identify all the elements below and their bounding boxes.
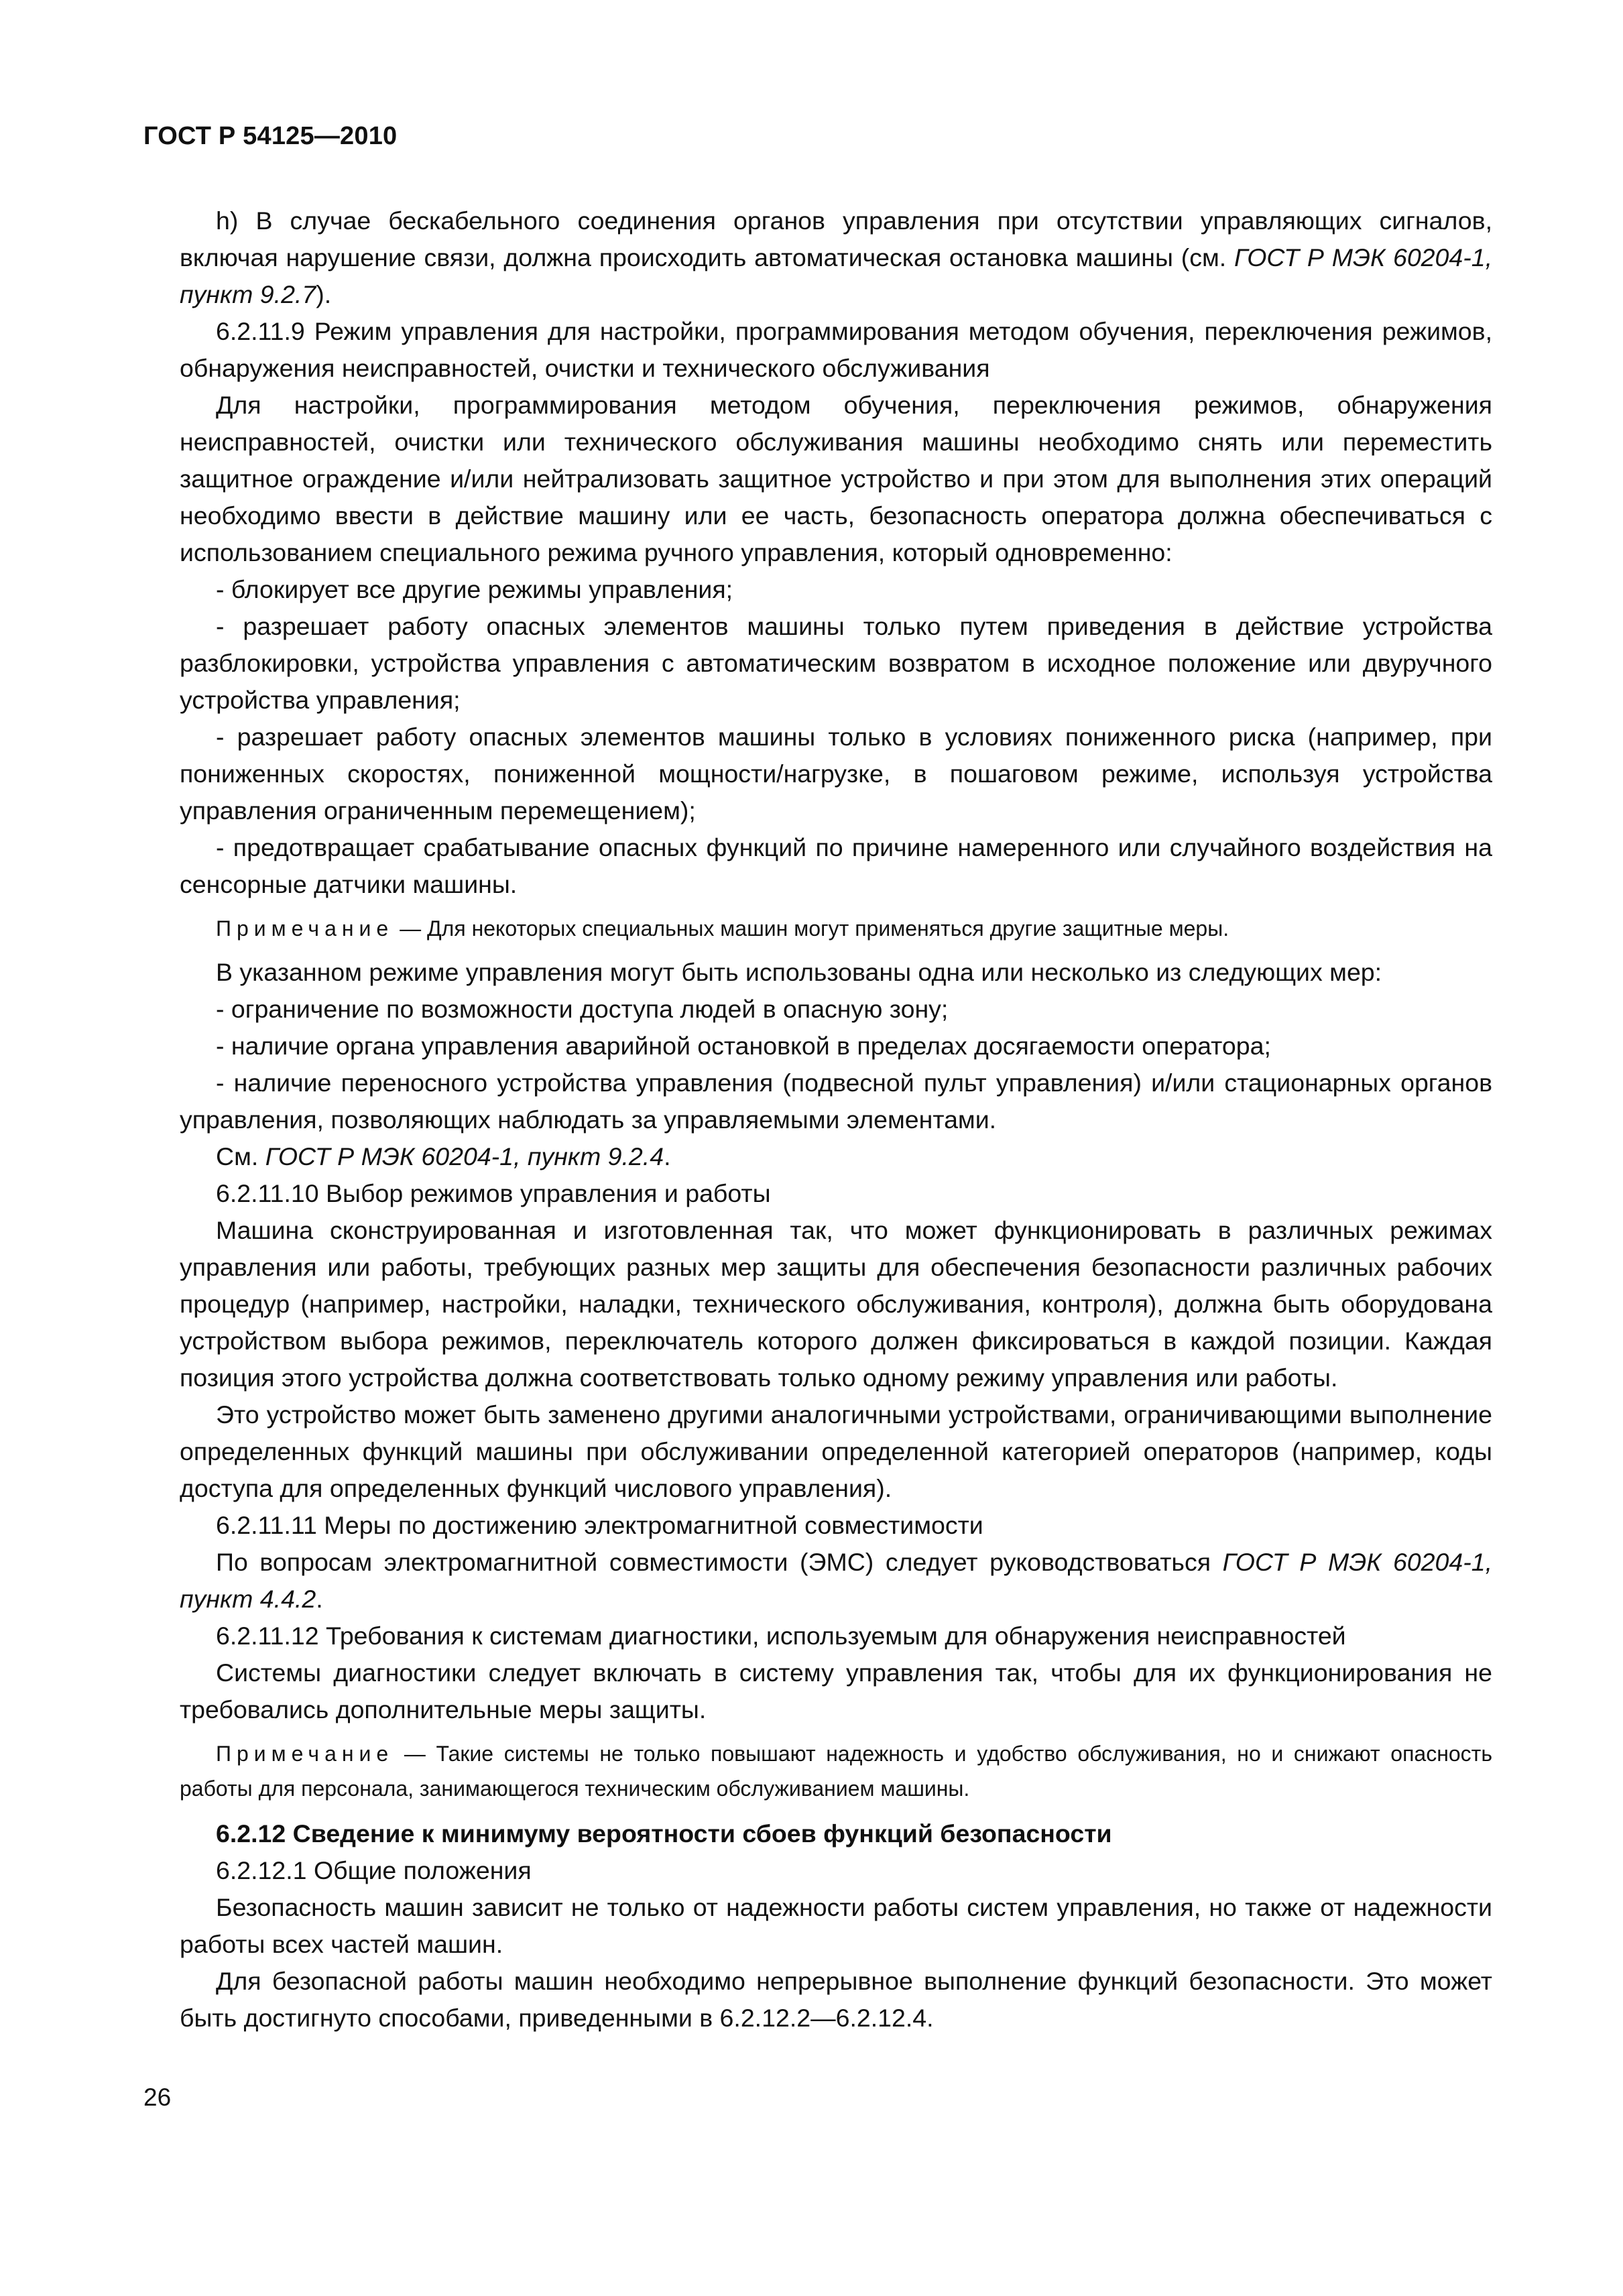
list-item: - предотвращает срабатывание опасных функций по причине намеренного или случайного воздействия на сенсорные датчики машины.	[180, 833, 1492, 898]
reference-link: ГОСТ Р МЭК 60204-1, пункт 4.4.2	[180, 1548, 1492, 1613]
section-6-2-12-heading: 6.2.12 Сведение к минимуму вероятности сбоев функций безопасности	[216, 1819, 1112, 1848]
paragraph-mode-selection: Машина сконструированная и изготовленная так, что может функционировать в различных режимах управления или работы, требующих разных мер защиты для обеспечения безопасности различных рабочих процедур (например, настройки, наладки, технического обслуживания, контроля), должна быть оборудована устройством выбора режимов, переключатель которого должен фиксироваться в каждой позиции. Каждая позиция этого устройства должна соответствовать только одному режиму управления или работы.	[180, 1216, 1492, 1392]
reference-link: ГОСТ Р МЭК 60204-1, пункт 9.2.4	[265, 1142, 664, 1170]
reference-link: ГОСТ Р МЭК 60204-1, пункт 9.2.7	[180, 243, 1493, 308]
list-item: - блокирует все другие режимы управления;	[216, 575, 733, 603]
list-item: - наличие органа управления аварийной остановкой в пределах досягаемости оператора;	[216, 1032, 1271, 1060]
note-1	[180, 911, 1492, 946]
paragraph-h	[180, 202, 1492, 313]
list-item: - разрешает работу опасных элементов машины только в условиях пониженного риска (например, при пониженных скоростях, пониженной мощности/нагрузке, в пошаговом режиме, используя устройства управления ограниченным перемещением);	[180, 723, 1492, 825]
note-label: Примечание	[216, 1742, 394, 1766]
document-body	[180, 202, 1492, 2037]
paragraph-continuous-safety: Для безопасной работы машин необходимо непрерывное выполнение функций безопасности. Это может быть достигнуто способами, приведенными в 6.2.12.2—6.2.12.4.	[180, 1967, 1492, 2032]
note-text: — Для некоторых специальных машин могут применяться другие защитные меры.	[394, 916, 1229, 941]
paragraph-diagnostics: Системы диагностики следует включать в систему управления так, чтобы для их функционирования не требовались дополнительные меры защиты.	[180, 1658, 1492, 1724]
paragraph-setup-mode: Для настройки, программирования методом обучения, переключения режимов, обнаружения неисправностей, очистки или технического обслуживания машины необходимо снять или переместить защитное ограждение и/или нейтрализовать защитное устройство и при этом для выполнения этих операций необходимо ввести в действие машину или ее часть, безопасность оператора должна обеспечиваться с использованием специального режима ручного управления, который одновременно:	[180, 391, 1492, 566]
section-6-2-11-10-title: 6.2.11.10 Выбор режимов управления и работы	[216, 1179, 771, 1207]
emc-end: .	[316, 1585, 323, 1613]
emc-text: По вопросам электромагнитной совместимости (ЭМС) следует руководствоваться	[216, 1548, 1223, 1576]
note-text: — Такие системы не только повышают надежность и удобство обслуживания, но и снижают опасность работы для персонала, занимающегося техническим обслуживанием машины.	[180, 1742, 1492, 1801]
page-number: 26	[143, 2083, 172, 2111]
paragraph-measures: В указанном режиме управления могут быть использованы одна или несколько из следующих мер:	[216, 958, 1382, 986]
list-item: - разрешает работу опасных элементов машины только путем приведения в действие устройства разблокировки, устройства управления с автоматическим возвратом в исходное положение или двуручного устройства управления;	[180, 612, 1492, 714]
paragraph-emc	[180, 1544, 1492, 1618]
section-6-2-11-11-title: 6.2.11.11 Меры по достижению электромагнитной совместимости	[216, 1511, 983, 1539]
section-6-2-11-12-title: 6.2.11.12 Требования к системам диагностики, используемым для обнаружения неисправностей	[216, 1622, 1346, 1650]
list-item: - ограничение по возможности доступа людей в опасную зону;	[216, 995, 949, 1023]
paragraph-h-text: h) В случае бескабельного соединения органов управления при отсутствии управляющих сигналов, включая нарушение связи, должна происходить автоматическая остановка машины (см.	[180, 206, 1492, 271]
paragraph-reliability: Безопасность машин зависит не только от надежности работы систем управления, но также от надежности работы всех частей машин.	[180, 1893, 1492, 1958]
list-item: - наличие переносного устройства управления (подвесной пульт управления) и/или стационарных органов управления, позволяющих наблюдать за управляемыми элементами.	[180, 1069, 1492, 1134]
section-6-2-12-1-title: 6.2.12.1 Общие положения	[216, 1856, 532, 1884]
document-header-code: ГОСТ Р 54125—2010	[143, 122, 398, 150]
note-label: Примечание	[216, 916, 394, 941]
note-2	[180, 1736, 1492, 1806]
paragraph-h-end: ).	[316, 280, 332, 308]
paragraph-device-replacement: Это устройство может быть заменено другими аналогичными устройствами, ограничивающими выполнение определенных функций машины при обслуживании определенной категорией операторов (например, коды доступа для определенных функций числового управления).	[180, 1400, 1492, 1502]
see-end: .	[664, 1142, 671, 1170]
see-prefix: См.	[216, 1142, 265, 1170]
section-6-2-11-9-title: 6.2.11.9 Режим управления для настройки, программирования методом обучения, переключения режимов, обнаружения неисправностей, очистки и технического обслуживания	[180, 317, 1492, 382]
paragraph-see-also	[180, 1138, 1492, 1175]
